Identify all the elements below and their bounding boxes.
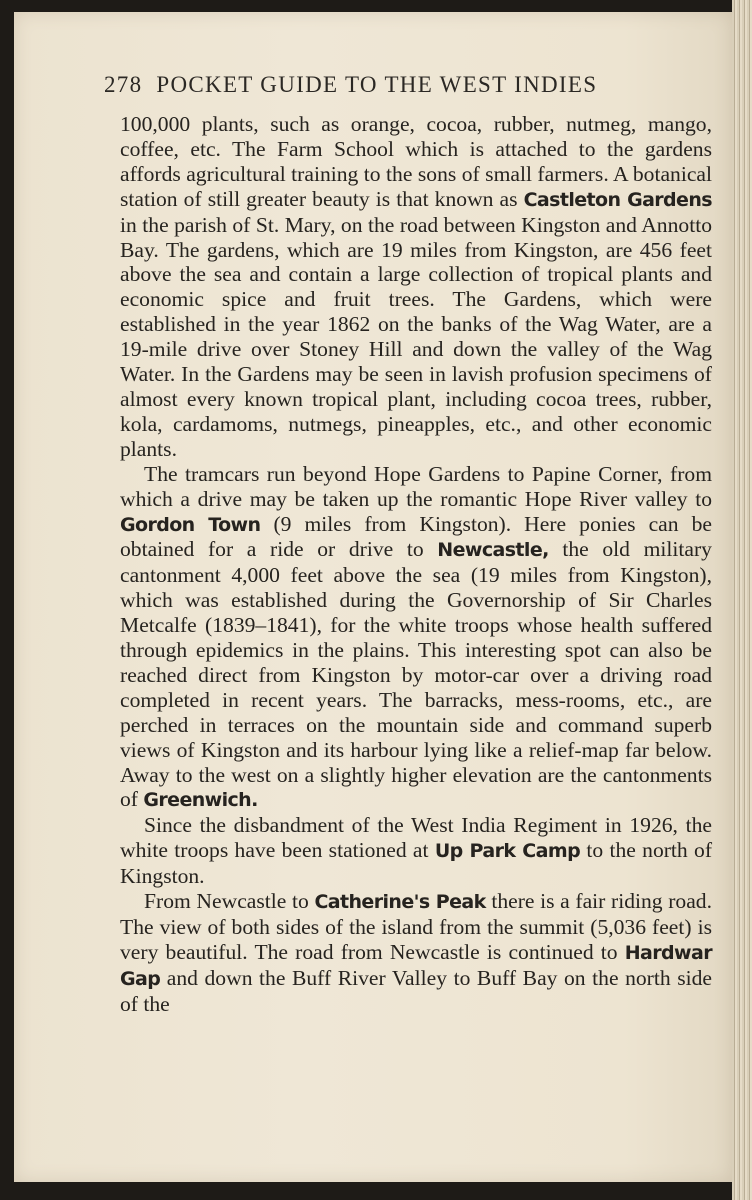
text-run: to the north of Kingston. [120,838,713,889]
place-name-bold: Greenwich. [143,789,258,812]
page-body-text [120,112,712,1017]
paragraph [120,889,712,1017]
text-run: Since the disbandment of the West India Regiment in 1926, the white troops have been stationed at [120,813,712,863]
page-fore-edge [732,0,752,1200]
paragraph [120,462,712,814]
page-number: 278 [104,72,143,97]
text-run: and down the Buff River Valley to Buff Bay on the north side of the [120,965,712,1016]
text-run: 100,000 plants, such as orange, cocoa, rubber, nutmeg, mango, coffee, etc. The Farm School which is attached to the gardens affords agricultural training to the sons of small farmers. A botanical station of still greater beauty is that known as [120,112,712,211]
paragraph [120,813,712,889]
place-name-bold: Hardwar Gap [120,941,712,990]
place-name-bold: Castleton Gardens [523,188,712,211]
place-name-bold: Newcastle, [437,539,549,562]
place-name-bold: Catherine's Peak [314,891,486,914]
text-run: the old military cantonment 4,000 feet above the sea (19 miles from Kingston), which was established during the Governorship of Sir Charles Metcalfe (1839–1841), for the white troops whose health suffered through epidemics in the plains. This interesting spot can also be reached direct from Kingston by motor-car over a driving road completed in recent years. The barracks, mess-rooms, etc., are perched in terraces on the mountain side and command superb views of Kingston and its harbour lying like a relief-map far below. Away to the west on a slightly higher elevation are the cantonments of [120,537,712,812]
paragraph [120,112,712,462]
running-title: POCKET GUIDE TO THE WEST INDIES [156,72,598,97]
text-run: From Newcastle to [144,889,315,914]
text-run: there is a fair riding road. The view of both sides of the island from the summit (5,036 feet) is very beautiful. The road from Newcastle is continued to [120,889,712,964]
place-name-bold: Gordon Town [120,513,261,536]
text-run: The tramcars run beyond Hope Gardens to Papine Corner, from which a drive may be taken up the romantic Hope River valley to [120,461,712,511]
place-name-bold: Up Park Camp [434,840,581,863]
text-run: in the parish of St. Mary, on the road between Kingston and Annotto Bay. The gardens, which are 19 miles from Kingston, are 456 feet above the sea and contain a large collection of tropical plants and economic spice and fruit trees. The Gardens, which were established in the year 1862 on the banks of the Wag Water, are a 19-mile drive over Stoney Hill and down the valley of the Wag Water. In the Gardens may be seen in lavish profusion specimens of almost every known tropical plant, including cocoa trees, rubber, kola, cardamoms, nutmegs, pineapples, etc., and other economic plants. [120,212,712,461]
running-header [104,72,710,102]
text-run: (9 miles from Kingston). Here ponies can be obtained for a ride or drive to [120,511,712,562]
